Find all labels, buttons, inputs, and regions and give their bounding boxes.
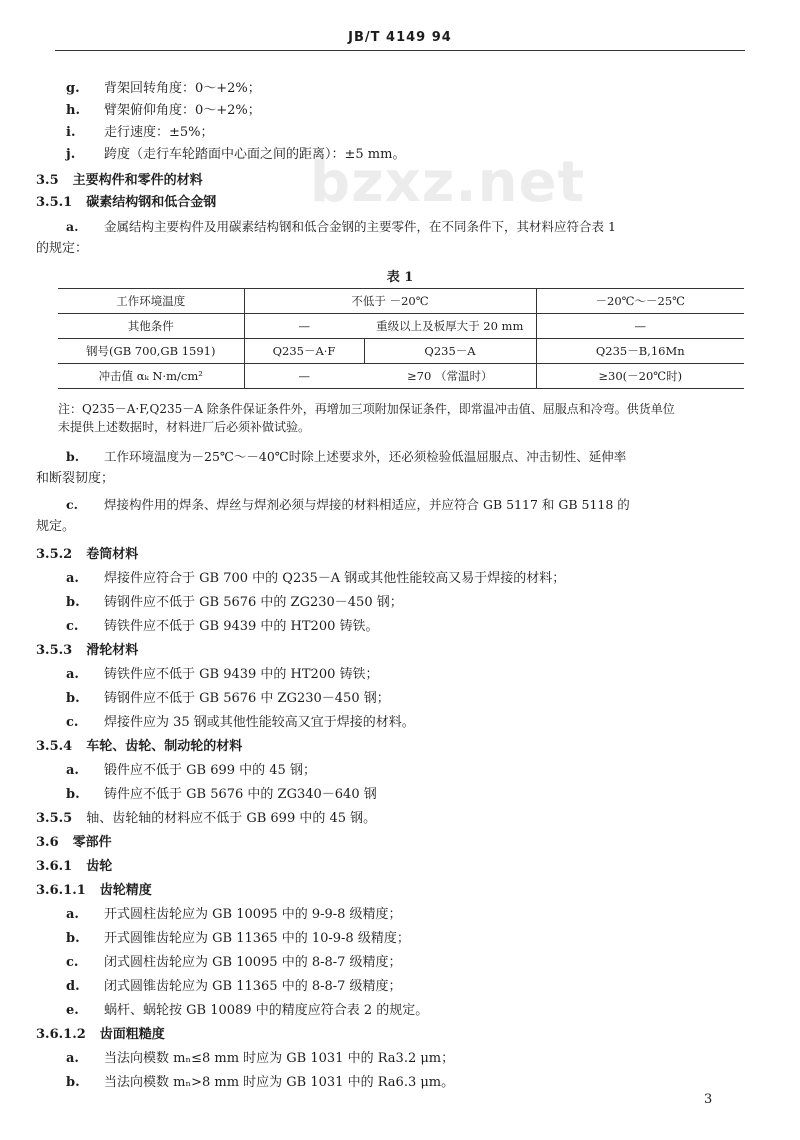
table-row xyxy=(58,364,744,389)
table-caption: 表 1 xyxy=(386,270,414,285)
table-cell: 工作环境温度 xyxy=(58,289,244,314)
paragraph: c. 焊接构件用的焊条、焊丝与焊剂必须与焊接的材料相适应，并应符合 GB 5117 和 GB 5118 的 xyxy=(66,497,630,512)
table-cell: — xyxy=(244,364,364,389)
table-cell: Q235－A xyxy=(364,339,536,364)
list-item: a. 铸铁件应不低于 GB 9439 中的 HT200 铸铁； xyxy=(66,667,379,682)
material-table xyxy=(58,288,744,389)
table-row xyxy=(58,314,744,339)
watermark: bzxz.net xyxy=(310,150,586,215)
table-cell: 钢号(GB 700,GB 1591) xyxy=(58,339,244,364)
table-row xyxy=(58,339,744,364)
table-note: 注：Q235－A·F,Q235－A 除条件保证条件外，再增加三项附加保证条件，即常温冲击值、屈服点和冷弯。供货单位 未提供上述数据时，材料进厂后必须补做试验。 xyxy=(58,402,675,434)
list-item: h. 臂架俯仰角度：0～+2%； xyxy=(66,103,261,118)
table-cell: 不低于 －20℃ xyxy=(244,289,536,314)
section-heading: 3.5.4 车轮、齿轮、制动轮的材料 xyxy=(36,739,243,754)
list-item: e. 蜗杆、蜗轮按 GB 10089 中的精度应符合表 2 的规定。 xyxy=(66,1003,429,1018)
list-item: a. 开式圆柱齿轮应为 GB 10095 中的 9-9-8 级精度； xyxy=(66,907,402,922)
paragraph-continuation: 规定。 xyxy=(36,519,76,534)
page-header: JB/T 4149 94 xyxy=(348,30,452,45)
list-item: g. 背架回转角度：0～+2%； xyxy=(66,81,261,96)
table-cell: －20℃～－25℃ xyxy=(536,289,744,314)
list-item: j. 跨度（走行车轮踏面中心面之间的距离）：±5 mm。 xyxy=(66,147,406,162)
paragraph-continuation: 的规定： xyxy=(36,241,89,256)
table-cell: ≥70 （常温时） xyxy=(364,364,536,389)
paragraph: b. 工作环境温度为－25℃～－40℃时除上述要求外，还必须检验低温屈服点、冲击韧性、延伸率 xyxy=(66,449,627,464)
list-item: c. 焊接件应为 35 钢或其他性能较高又宜于焊接的材料。 xyxy=(66,715,415,730)
section-heading: 3.5.2 卷筒材料 xyxy=(36,547,139,562)
table-cell: ≥30(－20℃时) xyxy=(536,364,744,389)
table-cell: — xyxy=(244,314,364,339)
list-item: b. 铸钢件应不低于 GB 5676 中的 ZG230－450 钢； xyxy=(66,595,403,610)
table-cell: 重级以上及板厚大于 20 mm xyxy=(364,314,536,339)
list-item: a. 焊接件应符合于 GB 700 中的 Q235－A 钢或其他性能较高又易于焊接的材料； xyxy=(66,571,566,586)
table-cell: 冲击值 αₖ N·m/cm² xyxy=(58,364,244,389)
paragraph-continuation: 和断裂韧度； xyxy=(36,471,115,486)
section-heading: 3.6.1.1 齿轮精度 xyxy=(36,883,152,898)
section-heading: 3.6 零部件 xyxy=(36,835,112,850)
table-cell: Q235－A·F xyxy=(244,339,364,364)
list-item: b. 铸件应不低于 GB 5676 中的 ZG340－640 钢 xyxy=(66,787,377,802)
section-heading: 3.5.1 碳素结构钢和低合金钢 xyxy=(36,195,217,210)
section-heading: 3.5.3 滑轮材料 xyxy=(36,643,139,658)
list-item: b. 开式圆锥齿轮应为 GB 11365 中的 10-9-8 级精度； xyxy=(66,931,410,946)
header-rule xyxy=(55,50,745,51)
table-cell: — xyxy=(536,314,744,339)
list-item: i. 走行速度：±5%； xyxy=(66,125,214,140)
section-heading: 3.5.5 轴、齿轮轴的材料应不低于 GB 699 中的 45 钢。 xyxy=(36,811,377,826)
list-item: a. 锻件应不低于 GB 699 中的 45 钢； xyxy=(66,763,316,778)
section-heading: 3.5 主要构件和零件的材料 xyxy=(36,173,203,188)
paragraph: a. 金属结构主要构件及用碳素结构钢和低合金钢的主要零件，在不同条件下，其材料应符合表 1 xyxy=(66,219,616,234)
table-row xyxy=(58,289,744,314)
list-item: b. 当法向模数 mₙ>8 mm 时应为 GB 1031 中的 Ra6.3 μm。 xyxy=(66,1075,455,1090)
table-cell: Q235－B,16Mn xyxy=(536,339,744,364)
list-item: c. 铸铁件应不低于 GB 9439 中的 HT200 铸铁。 xyxy=(66,619,379,634)
list-item: a. 当法向模数 mₙ≤8 mm 时应为 GB 1031 中的 Ra3.2 μm； xyxy=(66,1051,455,1066)
section-heading: 3.6.1.2 齿面粗糙度 xyxy=(36,1027,165,1042)
table-cell: 其他条件 xyxy=(58,314,244,339)
page-number: 3 xyxy=(704,1092,713,1107)
list-item: b. 铸钢件应不低于 GB 5676 中 ZG230－450 钢； xyxy=(66,691,390,706)
section-heading: 3.6.1 齿轮 xyxy=(36,859,113,874)
list-item: c. 闭式圆柱齿轮应为 GB 10095 中的 8-8-7 级精度； xyxy=(66,955,402,970)
list-item: d. 闭式圆锥齿轮应为 GB 11365 中的 8-8-7 级精度； xyxy=(66,979,402,994)
